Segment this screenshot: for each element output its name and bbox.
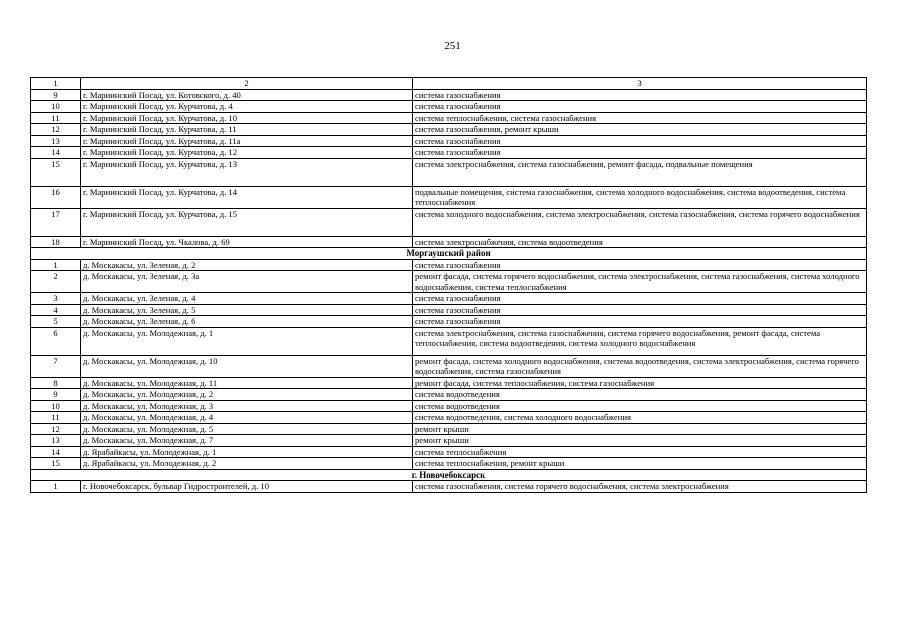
row-works: система газоснабжения (413, 135, 867, 147)
table-row (31, 400, 867, 412)
row-works: система газоснабжения (413, 101, 867, 113)
row-number: 16 (31, 186, 81, 208)
table-row (31, 186, 867, 208)
row-address: д. Москакасы, ул. Зеленая, д. 5 (81, 304, 413, 316)
row-number: 4 (31, 304, 81, 316)
table-row (31, 236, 867, 248)
row-works: система электроснабжения, система газоснабжения, система горячего водоснабжения, ремонт фасада, система теплоснабжения, система водоотведения, система холодного водоснабжения (413, 327, 867, 355)
registry-table (30, 77, 867, 493)
row-works: система теплоснабжения, ремонт крыши (413, 458, 867, 470)
row-works: система газоснабжения (413, 293, 867, 305)
table-row (31, 101, 867, 113)
column-number-2: 2 (81, 78, 413, 90)
row-number: 18 (31, 236, 81, 248)
row-address: д. Ярабайкасы, ул. Молодежная, д. 2 (81, 458, 413, 470)
row-address: г. Мариинский Посад, ул. Курчатова, д. 13 (81, 158, 413, 186)
row-works: ремонт фасада, система теплоснабжения, система газоснабжения (413, 377, 867, 389)
row-works: система холодного водоснабжения, система электроснабжения, система газоснабжения, система горячего водоснабжения (413, 208, 867, 236)
table-row (31, 208, 867, 236)
page-number: 251 (444, 40, 461, 52)
row-address: д. Москакасы, ул. Молодежная, д. 7 (81, 435, 413, 447)
row-works: подвальные помещения, система газоснабжения, система холодного водоснабжения, система водоотведения, система теплоснабжения (413, 186, 867, 208)
table-row (31, 158, 867, 186)
row-works: ремонт фасада, система холодного водоснабжения, система водоотведения, система электроснабжения, система горячего водоснабжения, система газоснабжения (413, 355, 867, 377)
row-number: 7 (31, 355, 81, 377)
row-address: д. Москакасы, ул. Молодежная, д. 1 (81, 327, 413, 355)
row-works: ремонт фасада, система горячего водоснабжения, система электроснабжения, система газоснабжения, система холодного водоснабжения, система теплоснабжения (413, 271, 867, 293)
table-row (31, 147, 867, 159)
row-works: система электроснабжения, система газоснабжения, ремонт фасада, подвальные помещения (413, 158, 867, 186)
row-number: 17 (31, 208, 81, 236)
row-works: система газоснабжения, система горячего водоснабжения, система электроснабжения (413, 481, 867, 493)
row-works: система теплоснабжения, система газоснабжения (413, 112, 867, 124)
row-address: д. Москакасы, ул. Молодежная, д. 10 (81, 355, 413, 377)
row-number: 6 (31, 327, 81, 355)
table-row (31, 458, 867, 470)
row-address: д. Москакасы, ул. Зеленая, д. 6 (81, 316, 413, 328)
row-number: 5 (31, 316, 81, 328)
table-row (31, 112, 867, 124)
section-heading-row (31, 248, 867, 260)
row-works: система газоснабжения (413, 316, 867, 328)
row-number: 14 (31, 446, 81, 458)
row-address: д. Москакасы, ул. Зеленая, д. 3а (81, 271, 413, 293)
section-heading: Моргаушский район (31, 248, 867, 260)
row-number: 1 (31, 481, 81, 493)
column-number-3: 3 (413, 78, 867, 90)
row-number: 9 (31, 389, 81, 401)
table-row (31, 389, 867, 401)
row-address: д. Москакасы, ул. Молодежная, д. 5 (81, 423, 413, 435)
row-address: г. Мариинский Посад, ул. Курчатова, д. 12 (81, 147, 413, 159)
row-address: д. Москакасы, ул. Молодежная, д. 3 (81, 400, 413, 412)
table-row (31, 89, 867, 101)
row-address: д. Москакасы, ул. Молодежная, д. 11 (81, 377, 413, 389)
table-row (31, 423, 867, 435)
table-row (31, 481, 867, 493)
row-works: ремонт крыши (413, 423, 867, 435)
row-number: 13 (31, 435, 81, 447)
column-number-1: 1 (31, 78, 81, 90)
row-number: 12 (31, 124, 81, 136)
column-number-row (31, 78, 867, 90)
table-row (31, 259, 867, 271)
row-address: д. Ярабайкасы, ул. Молодежная, д. 1 (81, 446, 413, 458)
row-works: система электроснабжения, система водоотведения (413, 236, 867, 248)
row-works: система водоотведения (413, 389, 867, 401)
row-works: система водоотведения (413, 400, 867, 412)
row-number: 13 (31, 135, 81, 147)
row-address: г. Мариинский Посад, ул. Курчатова, д. 10 (81, 112, 413, 124)
row-works: ремонт крыши (413, 435, 867, 447)
row-number: 8 (31, 377, 81, 389)
table-row (31, 316, 867, 328)
row-address: г. Мариинский Посад, ул. Курчатова, д. 14 (81, 186, 413, 208)
row-works: система газоснабжения, ремонт крыши (413, 124, 867, 136)
section-heading-row (31, 469, 867, 481)
row-number: 14 (31, 147, 81, 159)
table-row (31, 304, 867, 316)
row-address: г. Мариинский Посад, ул. Курчатова, д. 4 (81, 101, 413, 113)
row-number: 10 (31, 101, 81, 113)
row-number: 15 (31, 158, 81, 186)
table-row (31, 355, 867, 377)
row-number: 3 (31, 293, 81, 305)
table-row (31, 412, 867, 424)
row-address: д. Москакасы, ул. Зеленая, д. 2 (81, 259, 413, 271)
row-address: г. Мариинский Посад, ул. Курчатова, д. 11 (81, 124, 413, 136)
row-address: г. Мариинский Посад, ул. Котовского, д. 40 (81, 89, 413, 101)
table-row (31, 435, 867, 447)
row-number: 11 (31, 412, 81, 424)
row-address: д. Москакасы, ул. Молодежная, д. 4 (81, 412, 413, 424)
table-row (31, 327, 867, 355)
row-address: д. Москакасы, ул. Зеленая, д. 4 (81, 293, 413, 305)
table-row (31, 124, 867, 136)
row-number: 11 (31, 112, 81, 124)
section-heading: г. Новочебоксарск (31, 469, 867, 481)
table-row (31, 135, 867, 147)
row-number: 12 (31, 423, 81, 435)
table-row (31, 271, 867, 293)
row-address: г. Мариинский Посад, ул. Курчатова, д. 11а (81, 135, 413, 147)
row-address: д. Москакасы, ул. Молодежная, д. 2 (81, 389, 413, 401)
row-number: 1 (31, 259, 81, 271)
row-number: 15 (31, 458, 81, 470)
row-works: система водоотведения, система холодного водоснабжения (413, 412, 867, 424)
row-works: система газоснабжения (413, 147, 867, 159)
row-address: г. Мариинский Посад, ул. Курчатова, д. 15 (81, 208, 413, 236)
row-number: 9 (31, 89, 81, 101)
row-address: г. Новочебоксарск, бульвар Гидростроителей, д. 10 (81, 481, 413, 493)
table-row (31, 446, 867, 458)
row-works: система газоснабжения (413, 259, 867, 271)
row-works: система теплоснабжения (413, 446, 867, 458)
table-row (31, 293, 867, 305)
row-number: 10 (31, 400, 81, 412)
row-works: система газоснабжения (413, 89, 867, 101)
table-row (31, 377, 867, 389)
row-address: г. Мариинский Посад, ул. Чкалова, д. 69 (81, 236, 413, 248)
row-number: 2 (31, 271, 81, 293)
row-works: система газоснабжения (413, 304, 867, 316)
